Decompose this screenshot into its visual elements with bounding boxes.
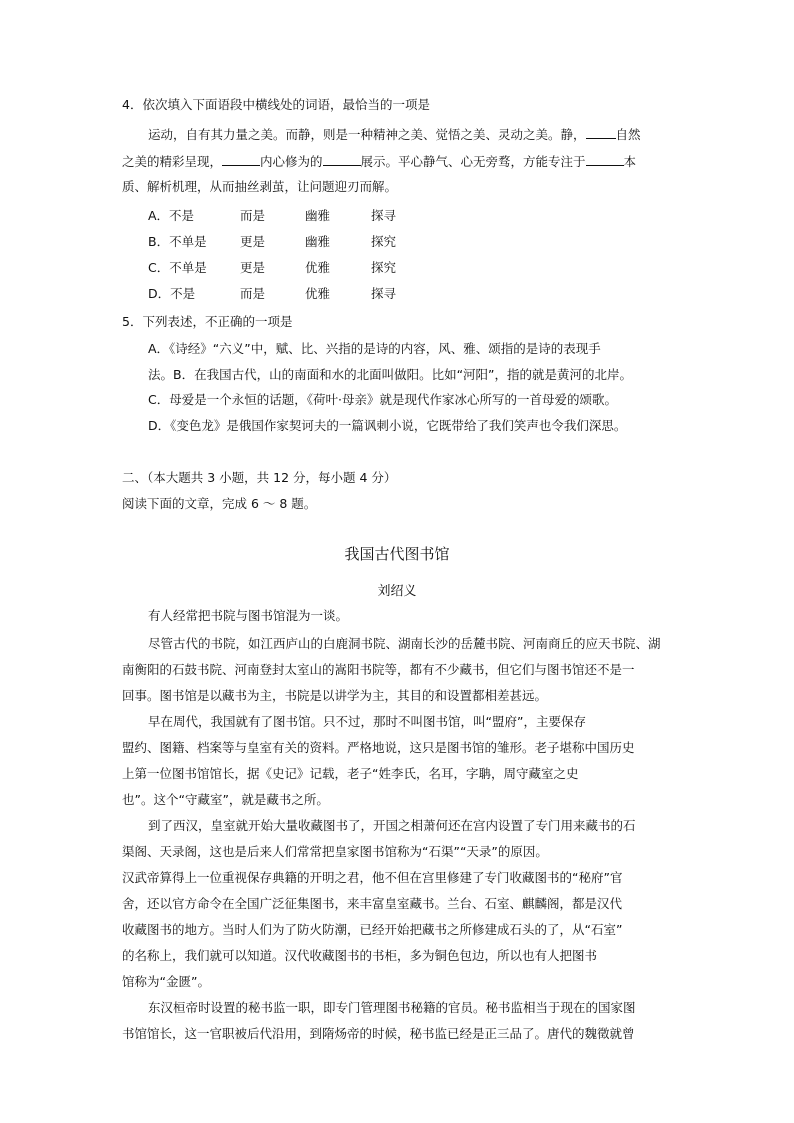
q4-passage-text: 展示。平心静气、心无旁骛，方能专注于 [360,154,586,169]
fill-blank-1 [586,126,616,139]
q4-passage-line-1 [148,126,641,143]
q5-option-line-1: A．《诗经》“六义”中，赋、比、兴指的是诗的内容，风、雅、颂指的是诗的表现手 [148,341,601,356]
option-word-4: 探究 [371,260,397,275]
option-word-2: 而是 [240,286,266,301]
article-line: 尽管古代的书院，如江西庐山的白鹿洞书院、湖南长沙的岳麓书院、河南商丘的应天书院、湖 [148,636,661,651]
q4-passage-line-2 [122,153,636,170]
article-author: 刘绍义 [377,584,417,599]
option-word-3: 幽雅 [305,208,331,223]
option-label: A．不是 [148,208,195,223]
article-line: 汉武帝算得上一位重视保存典籍的开明之君，他不但在宫里修建了专门收藏图书的“秘府”官 [122,870,623,885]
article-line: 盟约、图籍、档案等与皇室有关的资料。严格地说，这只是图书馆的雏形。老子堪称中国历史 [122,740,635,755]
q4-passage-text: 内心修为的 [260,154,323,169]
article-line: 收藏图书的地方。当时人们为了防火防潮，已经开始把藏书之所修建成石头的了，从“石室” [122,922,623,937]
fill-blank-3 [323,153,361,166]
option-word-2: 更是 [240,260,266,275]
q4-stem: 4．依次填入下面语段中横线处的词语，最恰当的一项是 [122,97,430,112]
option-word-4: 探寻 [371,286,397,301]
section-instruction: 阅读下面的文章，完成 6 ～ 8 题。 [122,496,317,511]
article-line: 书馆馆长，这一官职被后代沿用，到隋炀帝的时候，秘书监已经是正三品了。唐代的魏徵就曾 [122,1026,635,1041]
q4-passage-text: 自然 [615,127,641,142]
option-word-2: 而是 [240,208,266,223]
article-line: 南衡阳的石鼓书院、河南登封太室山的嵩阳书院等，都有不少藏书，但它们与图书馆还不是一 [122,662,635,677]
fill-blank-2 [222,153,260,166]
q4-passage-text: 本 [623,154,637,169]
q4-passage-text: 运动，自有其力量之美。而静，则是一种精神之美、觉悟之美、灵动之美。静， [148,127,586,142]
article-line: 上第一位图书馆馆长，据《史记》记载，老子“姓李氏，名耳，字聃，周守藏室之史 [122,766,579,781]
option-word-3: 幽雅 [305,234,331,249]
q4-passage-line-3: 质、解析机理，从而抽丝剥茧，让问题迎刃而解。 [122,179,398,194]
article-line: 的名称上，我们就可以知道。汉代收藏图书的书柜，多为铜色包边，所以也有人把图书 [122,948,598,963]
article-line: 也”。这个“守藏室”，就是藏书之所。 [122,792,329,807]
q5-option-line-4: D．《变色龙》是俄国作家契诃夫的一篇讽刺小说，它既带给了我们笑声也令我们深思。 [148,418,627,433]
article-line: 有人经常把书院与图书馆混为一谈。 [148,608,349,623]
article-line: 回事。图书馆是以藏书为主，书院是以讲学为主，其目的和设置都相差甚远。 [122,688,548,703]
option-word-4: 探寻 [371,208,397,223]
option-word-3: 优雅 [305,286,331,301]
option-word-3: 优雅 [305,260,331,275]
option-word-2: 更是 [240,234,266,249]
article-line: 到了西汉，皇室就开始大量收藏图书了，开国之相萧何还在宫内设置了专门用来藏书的石 [148,818,636,833]
article-line: 渠阁、天录阁，这也是后来人们常常把皇家图书馆称为“石渠”“天录”的原因。 [122,844,548,859]
article-line: 馆称为“金匮”。 [122,974,210,989]
article-title: 我国古代图书馆 [344,545,450,563]
option-label: D．不是 [148,286,196,301]
option-label: B．不单是 [148,234,207,249]
q5-option-line-3: C．母爱是一个永恒的话题，《荷叶·母亲》就是现代作家冰心所写的一首母爱的颂歌。 [148,392,617,407]
q5-option-line-2: 法。B．在我国古代，山的南面和水的北面叫做阳。比如“河阳”，指的就是黄河的北岸。 [148,367,633,382]
option-label: C．不单是 [148,260,207,275]
article-line: 东汉桓帝时设置的秘书监一职，即专门管理图书秘籍的官员。秘书监相当于现在的国家图 [148,1000,636,1015]
option-word-4: 探究 [371,234,397,249]
section-heading: 二、（本大题共 3 小题，共 12 分，每小题 4 分） [122,470,397,485]
q4-passage-text: 之美的精彩呈现， [122,154,223,169]
fill-blank-4 [586,153,624,166]
q5-stem: 5．下列表述，不正确的一项是 [122,314,293,329]
article-line: 舍，还以官方命令在全国广泛征集图书，来丰富皇室藏书。兰台、石室、麒麟阁，都是汉代 [122,896,623,911]
article-line: 早在周代，我国就有了图书馆。只不过，那时不叫图书馆，叫“盟府”，主要保存 [148,714,586,729]
